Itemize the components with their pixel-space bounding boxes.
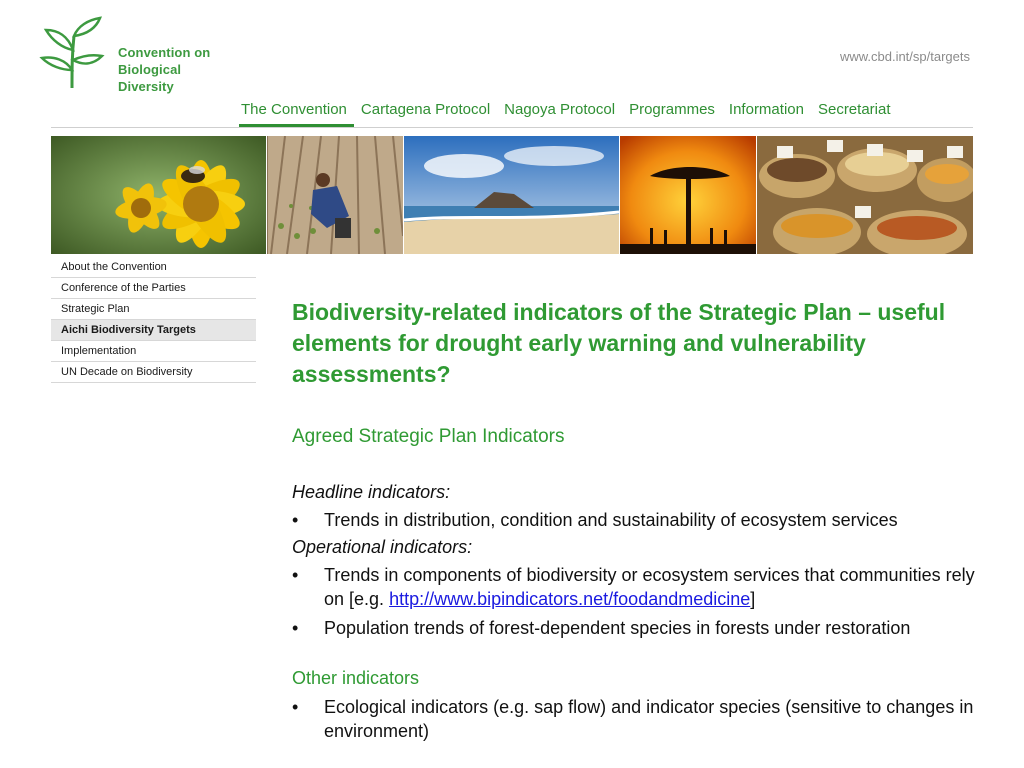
banner-strip: [51, 136, 974, 254]
side-nav: [51, 257, 256, 383]
list-item: • Population trends of forest-dependent species in forests under restoration: [292, 616, 982, 640]
nav-nagoya-protocol[interactable]: Nagoya Protocol: [504, 101, 616, 118]
bullet-text-suffix: ]: [750, 589, 756, 609]
bee-flower-photo: [51, 136, 266, 254]
acacia-sunset-photo: [620, 136, 756, 254]
farmer-field-photo: [267, 136, 403, 254]
sidebar-item-cop[interactable]: Conference of the Parties: [51, 278, 256, 299]
other-list: [292, 695, 982, 743]
sidebar-item-un-decade[interactable]: UN Decade on Biodiversity: [51, 362, 256, 383]
section-heading-other: Other indicators: [292, 668, 420, 688]
logo-text: [118, 44, 238, 95]
site-url: www.cbd.int/sp/targets: [839, 49, 970, 64]
nav-the-convention[interactable]: The Convention: [239, 100, 354, 128]
plant-logo-icon: [38, 14, 108, 90]
main-content: [292, 297, 982, 743]
nav-programmes[interactable]: Programmes: [629, 101, 715, 118]
list-item: • Ecological indicators (e.g. sap flow) and indicator species (sensitive to changes in environment): [292, 695, 982, 743]
list-item: [292, 563, 982, 611]
coast-beach-photo: [404, 136, 619, 254]
cbd-logo[interactable]: [38, 14, 238, 94]
operational-list: [292, 563, 982, 640]
operational-indicators-label: Operational indicators:: [292, 537, 473, 557]
headline-list: [292, 508, 982, 532]
list-item: • Trends in distribution, condition and sustainability of ecosystem services: [292, 508, 982, 532]
nav-divider: [51, 127, 973, 128]
sidebar-item-aichi-targets[interactable]: Aichi Biodiversity Targets: [51, 320, 256, 341]
foodandmedicine-link[interactable]: http://www.bipindicators.net/foodandmedicine: [389, 589, 751, 609]
top-nav: [239, 100, 898, 128]
nav-cartagena-protocol[interactable]: Cartagena Protocol: [360, 101, 491, 118]
nav-secretariat[interactable]: Secretariat: [817, 101, 891, 118]
logo-line-2: Biological Diversity: [118, 62, 182, 94]
page-title: Biodiversity-related indicators of the Strategic Plan – useful elements for drought early warning and vulnerability assessments?: [292, 299, 946, 387]
headline-indicators-label: Headline indicators:: [292, 482, 451, 502]
logo-line-1: Convention on: [118, 45, 211, 60]
sidebar-item-strategic-plan[interactable]: Strategic Plan: [51, 299, 256, 320]
sidebar-item-about[interactable]: About the Convention: [51, 257, 256, 278]
nav-information[interactable]: Information: [728, 101, 804, 118]
spice-baskets-photo: [757, 136, 973, 254]
section-heading-agreed: Agreed Strategic Plan Indicators: [292, 426, 565, 447]
sidebar-item-implementation[interactable]: Implementation: [51, 341, 256, 362]
bullet-text: Trends in components of biodiversity or ecosystem services that communities rely on [e.g.: [324, 565, 975, 609]
